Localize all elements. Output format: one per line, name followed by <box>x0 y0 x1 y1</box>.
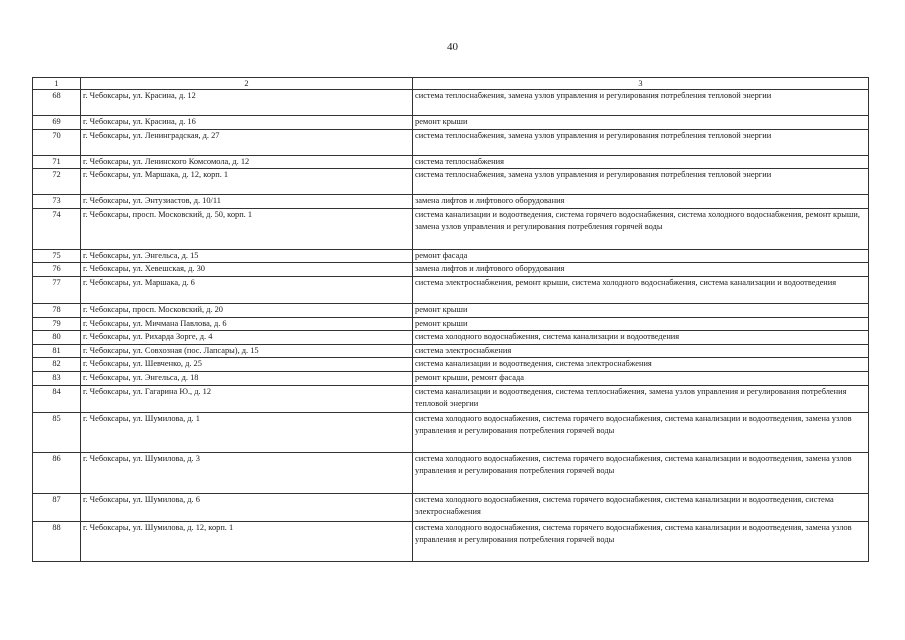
table-row <box>33 195 869 209</box>
row-works: система канализации и водоотведения, система горячего водоснабжения, система холодного водоснабжения, ремонт крыши, замена узлов управления и регулирования потребления горячей воды <box>413 208 869 249</box>
table-row <box>33 303 869 317</box>
table-row <box>33 90 869 116</box>
row-address: г. Чебоксары, ул. Шумилова, д. 1 <box>81 412 413 452</box>
row-address: г. Чебоксары, просп. Московский, д. 50, корп. 1 <box>81 208 413 249</box>
row-address: г. Чебоксары, ул. Красина, д. 16 <box>81 116 413 130</box>
row-works: система канализации и водоотведения, система электроснабжения <box>413 358 869 372</box>
table-row <box>33 317 869 331</box>
row-number: 73 <box>33 195 81 209</box>
row-number: 74 <box>33 208 81 249</box>
row-works: система теплоснабжения <box>413 155 869 169</box>
row-address: г. Чебоксары, ул. Шумилова, д. 12, корп. 1 <box>81 521 413 561</box>
table-row <box>33 208 869 249</box>
table-row <box>33 412 869 452</box>
row-works: система теплоснабжения, замена узлов управления и регулирования потребления тепловой энергии <box>413 169 869 195</box>
row-works: система электроснабжения, ремонт крыши, система холодного водоснабжения, система канализации и водоотведения <box>413 276 869 303</box>
row-number: 72 <box>33 169 81 195</box>
row-number: 81 <box>33 344 81 358</box>
table-row <box>33 249 869 263</box>
row-works: замена лифтов и лифтового оборудования <box>413 195 869 209</box>
table-row <box>33 358 869 372</box>
table-row <box>33 116 869 130</box>
works-table <box>32 77 869 562</box>
row-address: г. Чебоксары, ул. Хевешская, д. 30 <box>81 263 413 277</box>
row-number: 78 <box>33 303 81 317</box>
row-number: 84 <box>33 385 81 412</box>
row-address: г. Чебоксары, ул. Шумилова, д. 6 <box>81 493 413 521</box>
table-row <box>33 263 869 277</box>
row-address: г. Чебоксары, ул. Ленинского Комсомола, д. 12 <box>81 155 413 169</box>
row-address: г. Чебоксары, ул. Красина, д. 12 <box>81 90 413 116</box>
row-address: г. Чебоксары, ул. Энгельса, д. 18 <box>81 371 413 385</box>
table-row <box>33 385 869 412</box>
table-row <box>33 493 869 521</box>
row-number: 79 <box>33 317 81 331</box>
row-address: г. Чебоксары, ул. Мичмана Павлова, д. 6 <box>81 317 413 331</box>
row-works: ремонт крыши <box>413 317 869 331</box>
row-address: г. Чебоксары, ул. Ленинградская, д. 27 <box>81 129 413 155</box>
table-row <box>33 521 869 561</box>
table-row <box>33 276 869 303</box>
row-works: система теплоснабжения, замена узлов управления и регулирования потребления тепловой энергии <box>413 90 869 116</box>
row-address: г. Чебоксары, ул. Рихарда Зорге, д. 4 <box>81 331 413 345</box>
table-row <box>33 155 869 169</box>
row-address: г. Чебоксары, ул. Шумилова, д. 3 <box>81 452 413 493</box>
column-header-2: 2 <box>81 78 413 90</box>
row-address: г. Чебоксары, ул. Шевченко, д. 25 <box>81 358 413 372</box>
table-header-row <box>33 78 869 90</box>
table-row <box>33 371 869 385</box>
row-works: система холодного водоснабжения, система горячего водоснабжения, система канализации и водоотведения, система электроснабжения <box>413 493 869 521</box>
table-row <box>33 331 869 345</box>
row-works: ремонт фасада <box>413 249 869 263</box>
row-address: г. Чебоксары, ул. Гагарина Ю., д. 12 <box>81 385 413 412</box>
row-works: система холодного водоснабжения, система канализации и водоотведения <box>413 331 869 345</box>
column-header-1: 1 <box>33 78 81 90</box>
row-address: г. Чебоксары, ул. Маршака, д. 6 <box>81 276 413 303</box>
row-works: замена лифтов и лифтового оборудования <box>413 263 869 277</box>
row-number: 85 <box>33 412 81 452</box>
row-number: 83 <box>33 371 81 385</box>
row-works: система электроснабжения <box>413 344 869 358</box>
row-number: 70 <box>33 129 81 155</box>
column-header-3: 3 <box>413 78 869 90</box>
row-number: 86 <box>33 452 81 493</box>
row-works: система теплоснабжения, замена узлов управления и регулирования потребления тепловой энергии <box>413 129 869 155</box>
row-works: ремонт крыши <box>413 303 869 317</box>
row-number: 69 <box>33 116 81 130</box>
row-works: система канализации и водоотведения, система теплоснабжения, замена узлов управления и регулирования потребления тепловой энергии <box>413 385 869 412</box>
row-number: 82 <box>33 358 81 372</box>
row-number: 80 <box>33 331 81 345</box>
row-number: 71 <box>33 155 81 169</box>
table-row <box>33 169 869 195</box>
row-number: 77 <box>33 276 81 303</box>
row-number: 68 <box>33 90 81 116</box>
row-address: г. Чебоксары, ул. Энтузиастов, д. 10/11 <box>81 195 413 209</box>
table-row <box>33 129 869 155</box>
page-number: 40 <box>447 41 458 53</box>
row-works: ремонт крыши, ремонт фасада <box>413 371 869 385</box>
row-works: ремонт крыши <box>413 116 869 130</box>
row-address: г. Чебоксары, просп. Московский, д. 20 <box>81 303 413 317</box>
row-address: г. Чебоксары, ул. Энгельса, д. 15 <box>81 249 413 263</box>
row-number: 88 <box>33 521 81 561</box>
row-number: 87 <box>33 493 81 521</box>
row-address: г. Чебоксары, ул. Маршака, д. 12, корп. 1 <box>81 169 413 195</box>
row-works: система холодного водоснабжения, система горячего водоснабжения, система канализации и водоотведения, замена узлов управления и регулирования потребления горячей воды <box>413 521 869 561</box>
row-number: 75 <box>33 249 81 263</box>
table-row <box>33 344 869 358</box>
row-works: система холодного водоснабжения, система горячего водоснабжения, система канализации и водоотведения, замена узлов управления и регулирования потребления горячей воды <box>413 412 869 452</box>
row-address: г. Чебоксары, ул. Совхозная (пос. Лапсары), д. 15 <box>81 344 413 358</box>
table-body <box>33 78 869 562</box>
table-row <box>33 452 869 493</box>
row-number: 76 <box>33 263 81 277</box>
row-works: система холодного водоснабжения, система горячего водоснабжения, система канализации и водоотведения, замена узлов управления и регулирования потребления горячей воды <box>413 452 869 493</box>
